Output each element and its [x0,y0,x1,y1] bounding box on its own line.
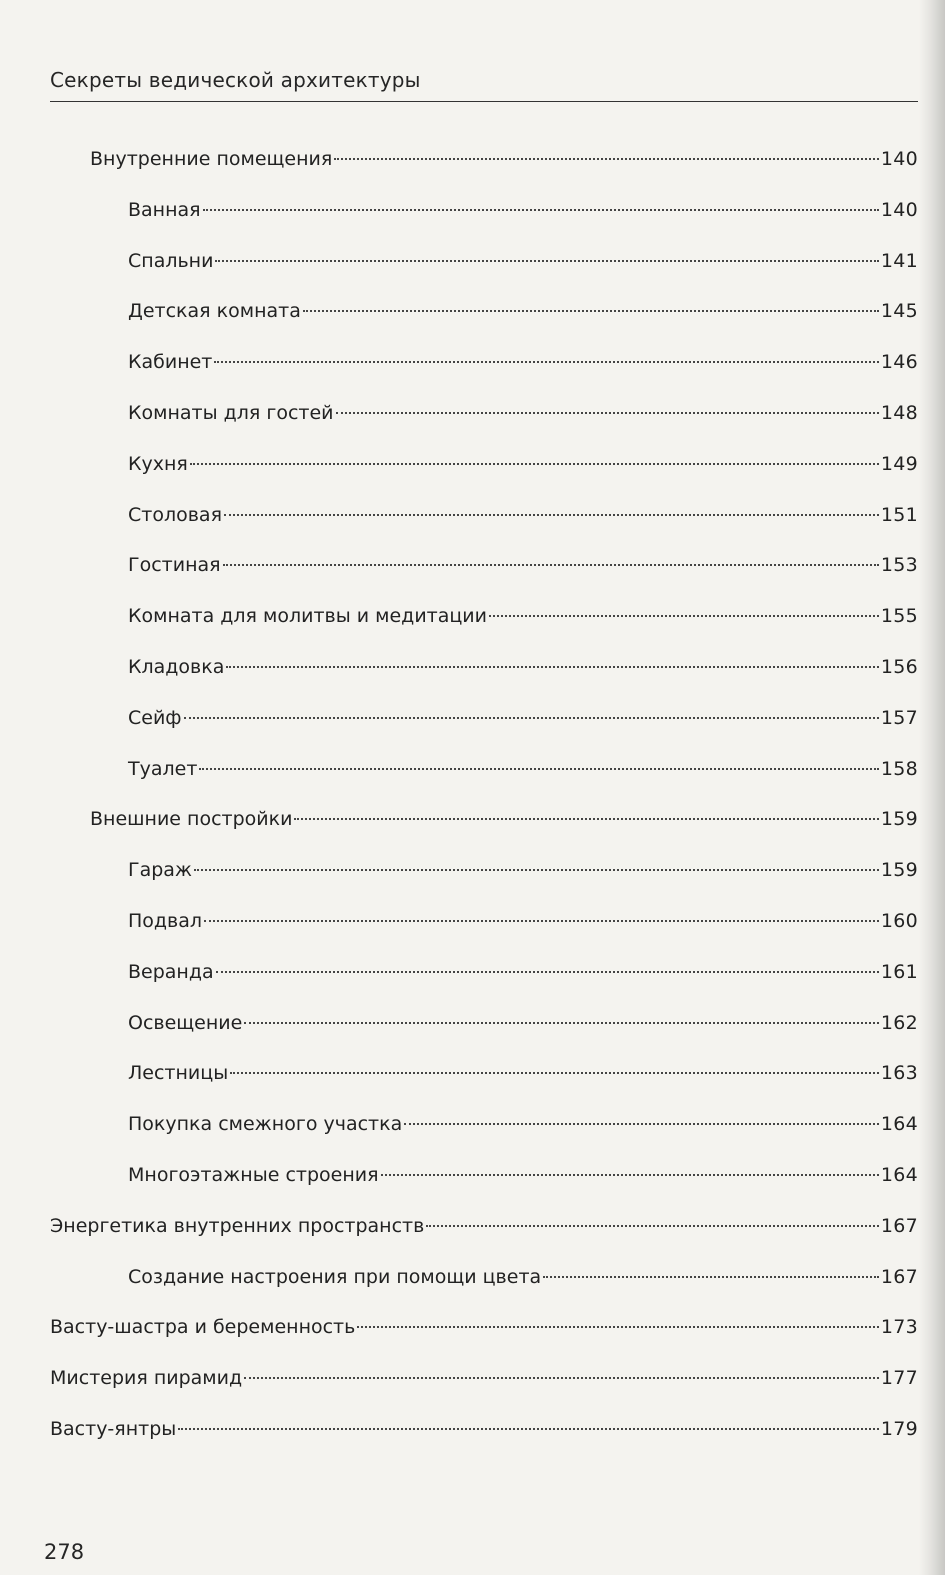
dot-leader [224,514,879,516]
toc-entry-title: Сейф [128,706,182,729]
toc-entry-page: 151 [880,503,918,526]
toc-entry [128,961,918,991]
toc-entry [128,605,918,635]
dot-leader [194,869,879,871]
toc-entry [128,758,918,788]
toc-entry-title: Веранда [128,960,214,983]
toc-entry [128,250,918,280]
toc-entry-page: 159 [880,859,918,882]
toc-entry-page: 156 [880,656,918,678]
toc-entry-page: 140 [880,148,918,170]
toc-entry-page: 153 [880,554,918,577]
toc-entry [128,910,918,940]
toc-entry-title: Кухня [128,452,188,475]
toc-entry-page: 155 [880,605,918,628]
toc-entry-page: 167 [880,1265,918,1288]
toc-entry-page: 177 [880,1367,918,1390]
toc-entry [128,1164,918,1194]
toc-entry-title: Комната для молитвы и медитации [128,605,488,628]
toc-entry-page: 160 [880,910,918,932]
dot-leader [184,717,879,719]
toc-entry-title: Ванная [128,198,201,221]
toc-entry [128,1062,918,1092]
toc-entry [128,1012,918,1042]
toc-entry-title: Внешние постройки [90,808,293,831]
toc-entry-title: Создание настроения при помощи цвета [128,1265,542,1288]
dot-leader [214,361,878,363]
toc-entry [128,554,918,584]
toc-entry-title: Покупка смежного участка [128,1113,403,1136]
toc-entry-title: Лестницы [128,1062,229,1085]
page-number: 278 [44,1540,85,1564]
toc-entry [128,707,918,737]
toc-entry-title: Кабинет [128,351,213,374]
toc-entry [128,504,918,534]
dot-leader [203,209,879,211]
toc-entry-page: 146 [880,351,918,374]
toc-entry-page: 140 [880,198,918,221]
toc-entry [128,402,918,432]
toc-entry-page: 162 [880,1011,918,1034]
toc-entry-page: 161 [880,960,918,983]
toc-entry-title: Мистерия пирамид [50,1367,243,1390]
dot-leader [178,1428,879,1430]
toc-entry-title: Гараж [128,859,193,882]
toc-entry [128,1113,918,1143]
dot-leader [357,1326,879,1328]
dot-leader [303,310,879,312]
dot-leader [294,818,878,820]
dot-leader [336,412,879,414]
dot-leader [543,1276,879,1278]
toc-entry [50,1215,918,1245]
dot-leader [199,768,878,770]
dot-leader [404,1123,879,1125]
toc-entry-title: Васту-шастра и беременность [50,1316,356,1339]
toc-entry-title: Подвал [128,910,203,932]
toc-entry-page: 141 [880,249,918,272]
dot-leader [244,1022,878,1024]
dot-leader [489,615,879,617]
dot-leader [223,564,879,566]
toc-entry [50,1316,918,1346]
toc-entry-title: Столовая [128,503,222,526]
dot-leader [334,158,879,160]
toc-entry-page: 145 [880,300,918,323]
toc-entry-page: 167 [880,1214,918,1237]
toc-entry [128,453,918,483]
header-rule [50,101,918,102]
toc-entry-title: Васту-янтры [50,1418,177,1440]
toc-entry-page: 173 [880,1316,918,1339]
dot-leader [216,971,879,973]
toc-entry-title: Комнаты для гостей [128,402,334,424]
toc-entry-page: 159 [880,808,918,831]
toc-entry [128,1266,918,1296]
dot-leader [215,260,878,262]
toc-entry-page: 163 [880,1062,918,1085]
toc-entry-title: Гостиная [128,554,221,577]
toc-entry [128,300,918,330]
toc-entry-title: Энергетика внутренних пространств [50,1214,425,1237]
toc-entry [128,656,918,686]
dot-leader [426,1225,879,1227]
toc-entry [90,148,918,178]
toc-entry [128,199,918,229]
toc-entry-title: Кладовка [128,656,225,678]
toc-entry-page: 158 [880,757,918,780]
toc-entry-title: Многоэтажные строения [128,1164,379,1186]
toc-entry-page: 157 [880,706,918,729]
dot-leader [204,920,879,922]
page-edge-shadow [919,0,945,1575]
running-header: Секреты ведической архитектуры [50,68,421,92]
toc-entry-page: 179 [880,1418,918,1440]
toc-entry-title: Внутренние помещения [90,148,333,170]
toc-entry [128,351,918,381]
toc-entry [90,808,918,838]
dot-leader [190,463,879,465]
toc-entry-title: Туалет [128,757,198,780]
toc-entry-page: 164 [880,1164,918,1186]
toc-entry-title: Спальни [128,249,214,272]
dot-leader [244,1377,879,1379]
dot-leader [226,666,878,668]
toc-entry-title: Освещение [128,1011,243,1034]
toc-entry-page: 164 [880,1113,918,1136]
toc-entry [128,859,918,889]
toc-entry-title: Детская комната [128,300,301,323]
toc-entry [50,1367,918,1397]
dot-leader [381,1174,879,1176]
toc-entry [50,1418,918,1448]
toc-entry-page: 148 [880,402,918,424]
dot-leader [230,1072,879,1074]
toc-entry-page: 149 [880,452,918,475]
